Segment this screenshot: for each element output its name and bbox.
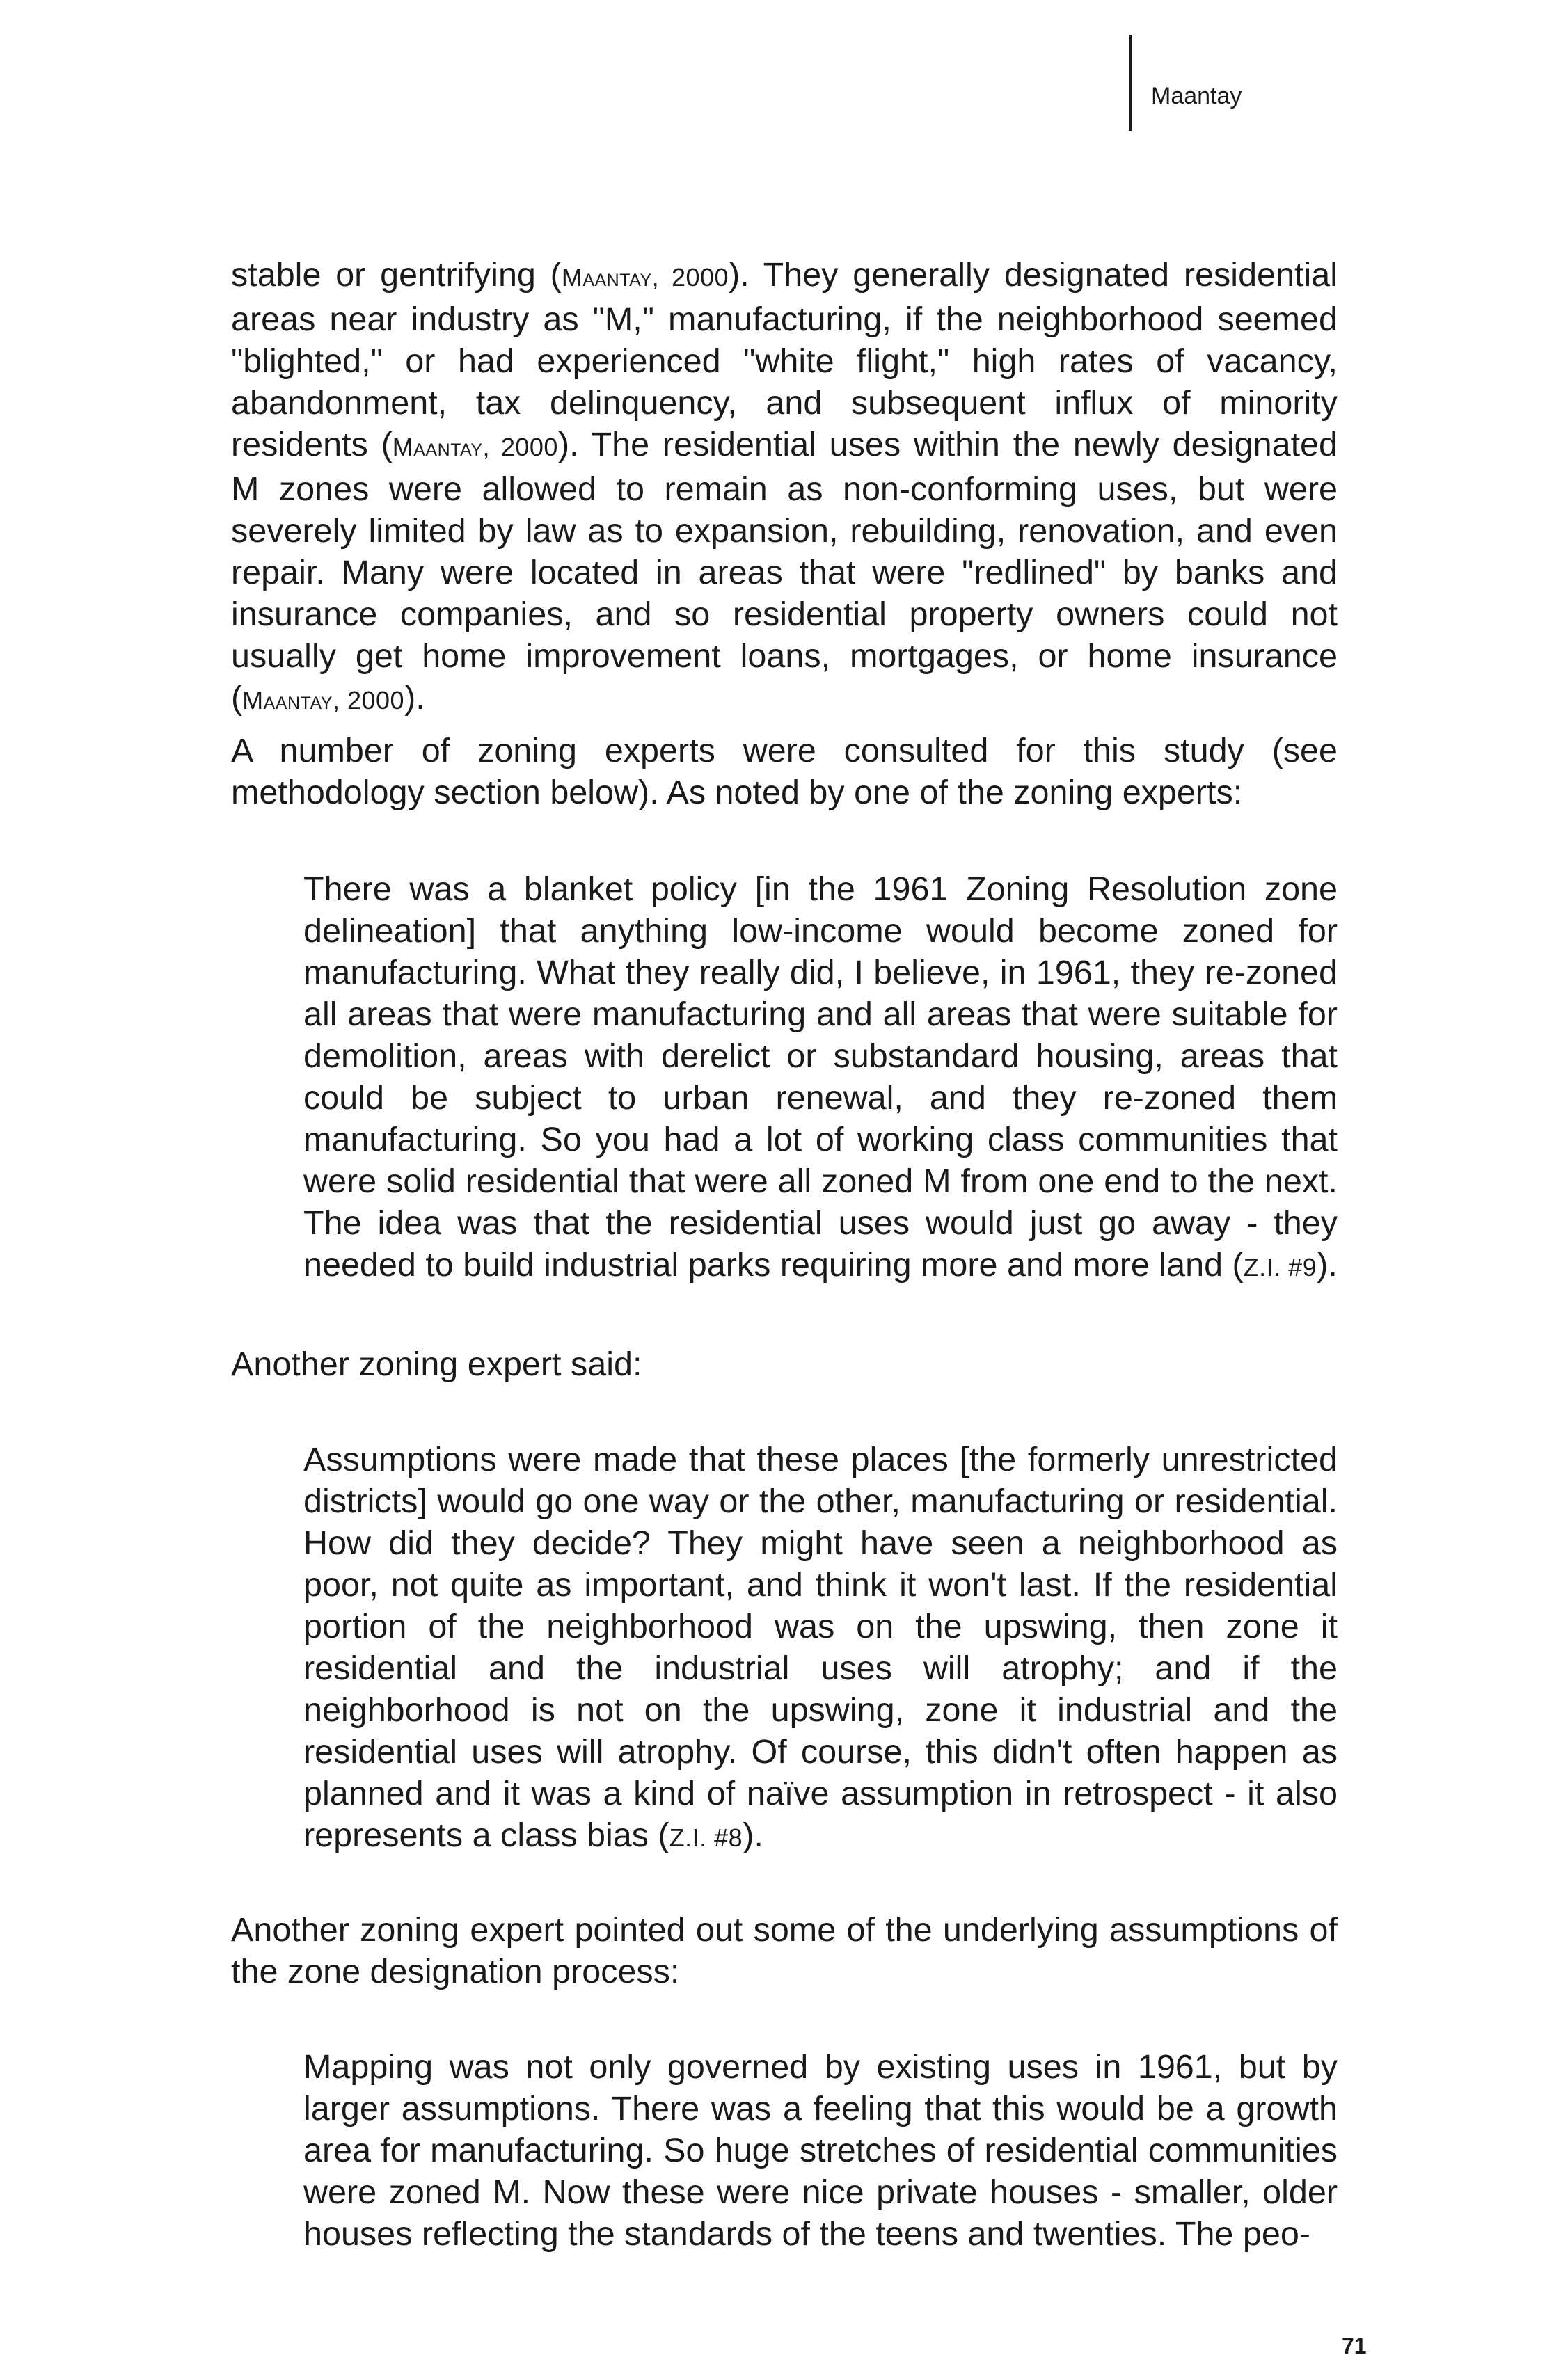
citation: Z.I. #9 — [1243, 1253, 1317, 1281]
paragraph-3: Another zoning expert said: — [231, 1345, 642, 1383]
citation: Maantay, 2000 — [561, 263, 729, 291]
block-quote-2-end: ). — [743, 1816, 763, 1854]
paragraph-1-text-b: ). They generally designated residential areas near industry as "M," manufacturing, if the neighborhood seemed "blighted," or had experienced "white flight," high rates of vacancy, abandonment, tax delinquency, and subsequent influx of minority residents ( — [231, 256, 1338, 463]
block-quote-1-end: ). — [1317, 1246, 1338, 1284]
paragraph-2: A number of zoning experts were consulted for this study (see methodology section below). As noted by one of the zoning experts: — [231, 732, 1338, 811]
paragraph-1-text-c: ). The residential uses within the newly designated M zones were allowed to remain as non-conforming uses, but were severely limited by law as to expansion, rebuilding, renovation, and even repair. Many were located in areas that were "redlined" by banks and insurance companies, and so residential property owners could not usually get home improvement loans, mortgages, or home insurance ( — [231, 426, 1338, 717]
page-number: 71 — [1342, 2333, 1367, 2358]
paragraph-1-text-d: ). — [404, 679, 425, 717]
running-head: Maantay — [1151, 83, 1242, 109]
block-quote-1-text: There was a blanket policy [in the 1961 Zoning Resolution zone delineation] that anything low-income would become zoned for manufacturing. What they really did, I believe, in 1961, they re-zoned all areas that were manufacturing and all areas that were suitable for demolition, areas with derelict or substandard housing, areas that could be subject to urban renewal, and they re-zoned them manufacturing. So you had a lot of working class communities that were solid residential that were all zoned M from one end to the next. The idea was that the residential uses would just go away - they needed to build industrial parks requiring more and more land ( — [303, 870, 1338, 1284]
paragraph-4: Another zoning expert pointed out some of the underlying assumptions of the zone designation process: — [231, 1911, 1338, 1990]
citation: Maantay, 2000 — [392, 433, 558, 461]
block-quote-1 — [303, 868, 1338, 1288]
paragraph-1-text-a: stable or gentrifying ( — [231, 256, 562, 294]
block-quote-3: Mapping was not only governed by existing uses in 1961, but by larger assumptions. There was a feeling that this would be a growth area for manufacturing. So huge stretches of residential communities were zoned M. Now these were nice private houses - smaller, older houses reflecting the standards of the teens and twenties. The peo- — [303, 2048, 1338, 2253]
citation: Maantay, 2000 — [242, 686, 405, 714]
citation: Z.I. #8 — [669, 1823, 743, 1852]
block-quote-2 — [303, 1439, 1338, 1859]
block-quote-2-text: Assumptions were made that these places [the formerly unrestricted districts] would go one way or the other, manufacturing or residential. How did they decide? They might have seen a neighborhood as poor, not quite as important, and think it won't last. If the residential portion of the neighborhood was on the upswing, then zone it residential and the industrial uses will atrophy; and if the neighborhood is not on the upswing, zone it industrial and the residential uses will atrophy. Of course, this didn't often happen as planned and it was a kind of naïve assumption in retrospect - it also represents a class bias ( — [303, 1441, 1338, 1854]
paragraph-1 — [231, 254, 1338, 721]
header-rule — [1129, 35, 1132, 131]
